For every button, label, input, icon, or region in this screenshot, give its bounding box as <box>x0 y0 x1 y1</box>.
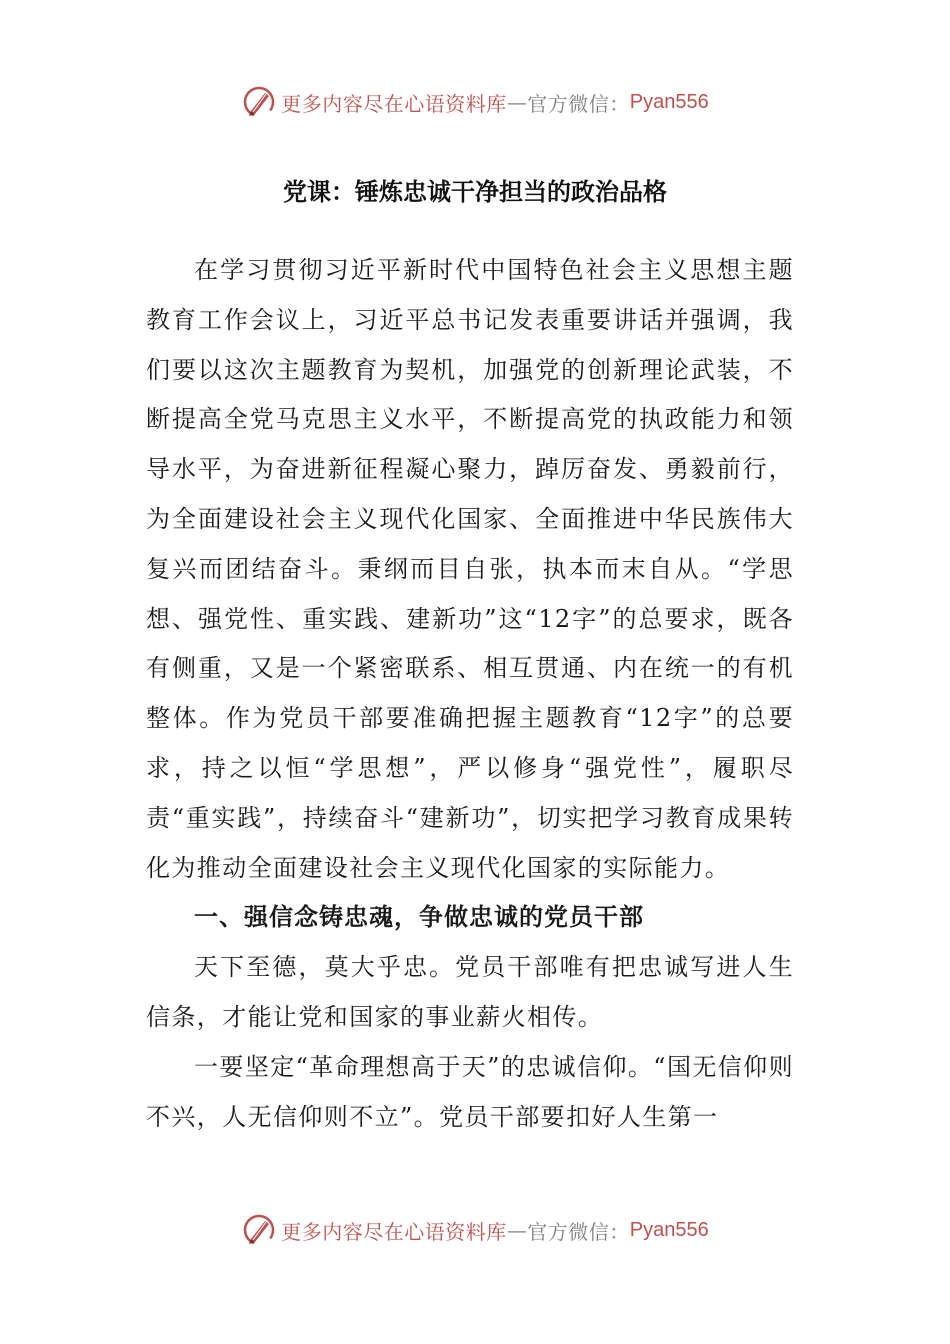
section-paragraph: 天下至德，莫大乎忠。党员干部唯有把忠诚写进人生信条，才能让党和国家的事业薪火相传。 <box>146 953 794 1031</box>
header-banner <box>0 82 950 122</box>
banner-wechat-id: Pyan556 <box>629 90 709 113</box>
section-heading: 一、强信念铸忠魂，争做忠诚的党员干部 <box>194 903 644 932</box>
footer-banner <box>0 1210 950 1250</box>
document-body <box>146 246 794 1142</box>
pen-logo-icon <box>241 1212 277 1248</box>
pen-logo-icon <box>241 84 277 120</box>
banner-dash: — <box>506 1218 528 1242</box>
banner-text: 更多内容尽在心语资料库 <box>281 1219 507 1244</box>
intro-paragraph: 在学习贯彻习近平新时代中国特色社会主义思想主题教育工作会议上，习近平总书记发表重要讲话并强调，我们要以这次主题教育为契机，加强党的创新理论武装，不断提高全党马克思主义水平，不断提高党的执政能力和领导水平，为奋进新征程凝心聚力，踔厉奋发、勇毅前行，为全面建设社会主义现代化国家、全面推进中华民族伟大复兴而团结奋斗。秉纲而目自张，执本而末自从。“学思想、强党性、重实践、建新功”这“12字”的总要求，既各有侧重，又是一个紧密联系、相互贯通、内在统一的有机整体。作为党员干部要准确把握主题教育“12字”的总要求，持之以恒“学思想”，严以修身“强党性”，履职尽责“重实践”，持续奋斗“建新功”，切实把学习教育成果转化为推动全面建设社会主义现代化国家的实际能力。 <box>146 256 794 882</box>
banner-text: 更多内容尽在心语资料库 <box>281 91 507 116</box>
document-title: 党课：锤炼忠诚干净担当的政治品格 <box>283 178 667 206</box>
section-paragraph: 一要坚定“革命理想高于天”的忠诚信仰。“国无信仰则不兴，人无信仰则不立”。党员干部要扣好人生第一 <box>146 1052 794 1131</box>
banner-wechat-label: 官方微信： <box>527 1219 630 1244</box>
banner-wechat-label: 官方微信： <box>527 91 630 116</box>
banner-dash: — <box>506 90 528 114</box>
banner-wechat-id: Pyan556 <box>629 1218 709 1241</box>
